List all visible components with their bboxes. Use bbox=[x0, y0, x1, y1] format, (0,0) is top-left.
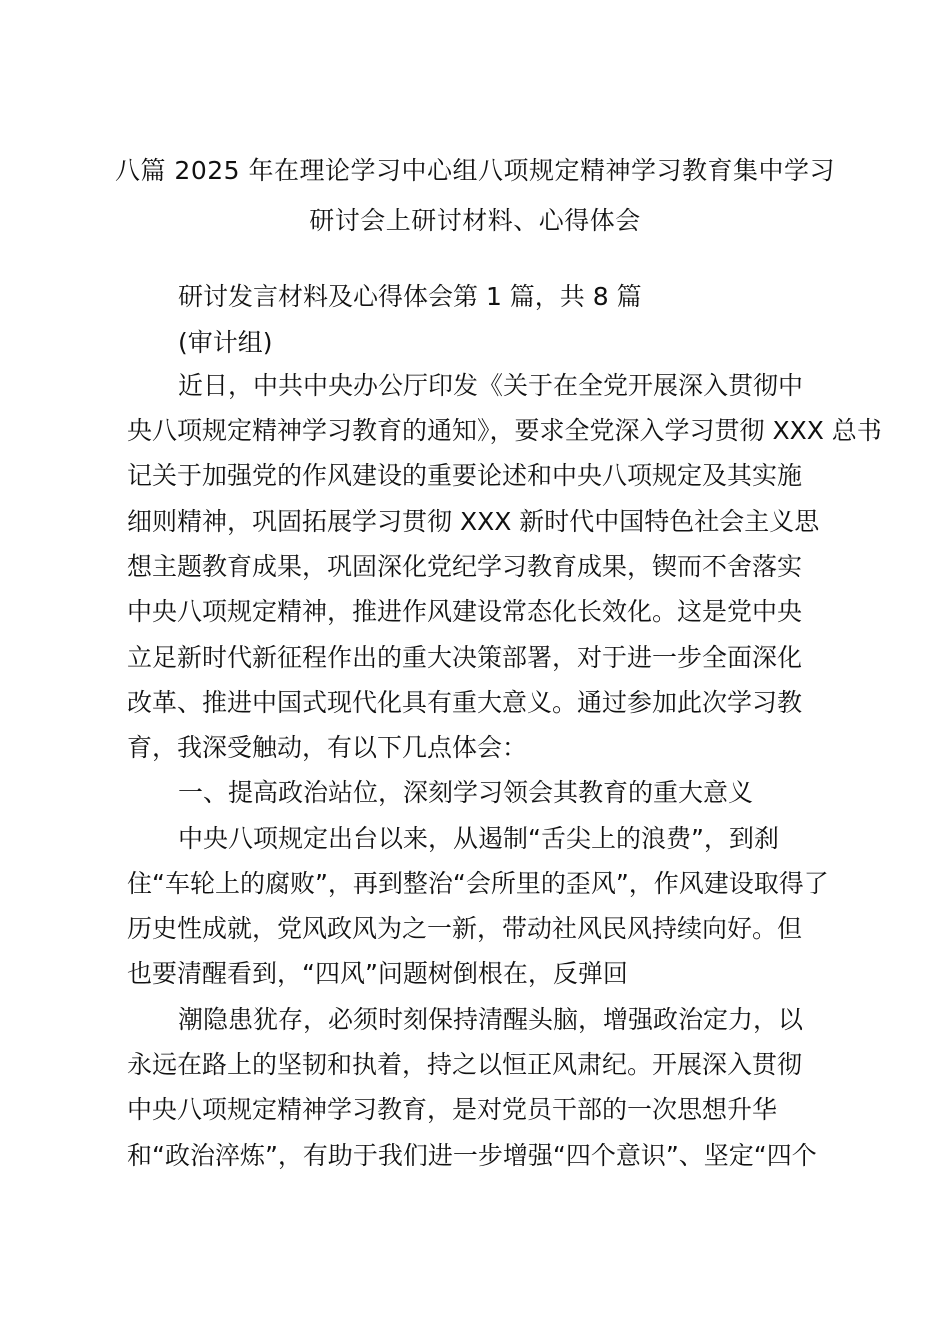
body-line-15: 永远在路上的坚韧和执着，持之以恒正风肃纪。开展深入贯彻 bbox=[127, 1050, 803, 1079]
body-line-14: 潮隐患犹存，必须时刻保持清醒头脑，增强政治定力，以 bbox=[178, 1005, 804, 1034]
body-line-6: 中央八项规定精神，推进作风建设常态化长效化。这是党中央 bbox=[127, 597, 803, 626]
body-line-8: 改革、推进中国式现代化具有重大意义。通过参加此次学习教 bbox=[127, 688, 803, 717]
document-title-line-2: 研讨会上研讨材料、心得体会 bbox=[309, 206, 641, 235]
body-line-9: 育，我深受触动，有以下几点体会： bbox=[127, 733, 528, 762]
body-line-7: 立足新时代新征程作出的重大决策部署，对于进一步全面深化 bbox=[127, 643, 803, 672]
body-line-12: 历史性成就，党风政风为之一新，带动社风民风持续向好。但 bbox=[127, 914, 803, 943]
body-line-5: 想主题教育成果，巩固深化党纪学习教育成果，锲而不舍落实 bbox=[127, 552, 803, 581]
body-line-10: 中央八项规定出台以来，从遏制“舌尖上的浪费”，到刹 bbox=[178, 824, 779, 853]
body-line-17: 和“政治淬炼”，有助于我们进一步增强“四个意识”、坚定“四个 bbox=[127, 1141, 817, 1170]
document-title-line-1: 八篇 2025 年在理论学习中心组八项规定精神学习教育集中学习 bbox=[114, 156, 836, 185]
body-line-16: 中央八项规定精神学习教育，是对党员干部的一次思想升华 bbox=[127, 1095, 778, 1124]
body-line-2: 央八项规定精神学习教育的通知》，要求全党深入学习贯彻 XXX 总书 bbox=[127, 416, 882, 445]
body-line-4: 细则精神，巩固拓展学习贯彻 XXX 新时代中国特色社会主义思 bbox=[127, 507, 820, 536]
author-group: (审计组) bbox=[178, 328, 273, 357]
body-line-1: 近日，中共中央办公厅印发《关于在全党开展深入贯彻中 bbox=[178, 371, 804, 400]
body-line-11: 住“车轮上的腐败”，再到整治“会所里的歪风”，作风建设取得了 bbox=[127, 869, 829, 898]
section-heading-1: 一、提高政治站位，深刻学习领会其教育的重大意义 bbox=[178, 778, 754, 807]
body-line-3: 记关于加强党的作风建设的重要论述和中央八项规定及其实施 bbox=[127, 461, 803, 490]
article-heading: 研讨发言材料及心得体会第 1 篇，共 8 篇 bbox=[178, 282, 642, 311]
body-line-13: 也要清醒看到，“四风”问题树倒根在，反弹回 bbox=[127, 959, 628, 988]
